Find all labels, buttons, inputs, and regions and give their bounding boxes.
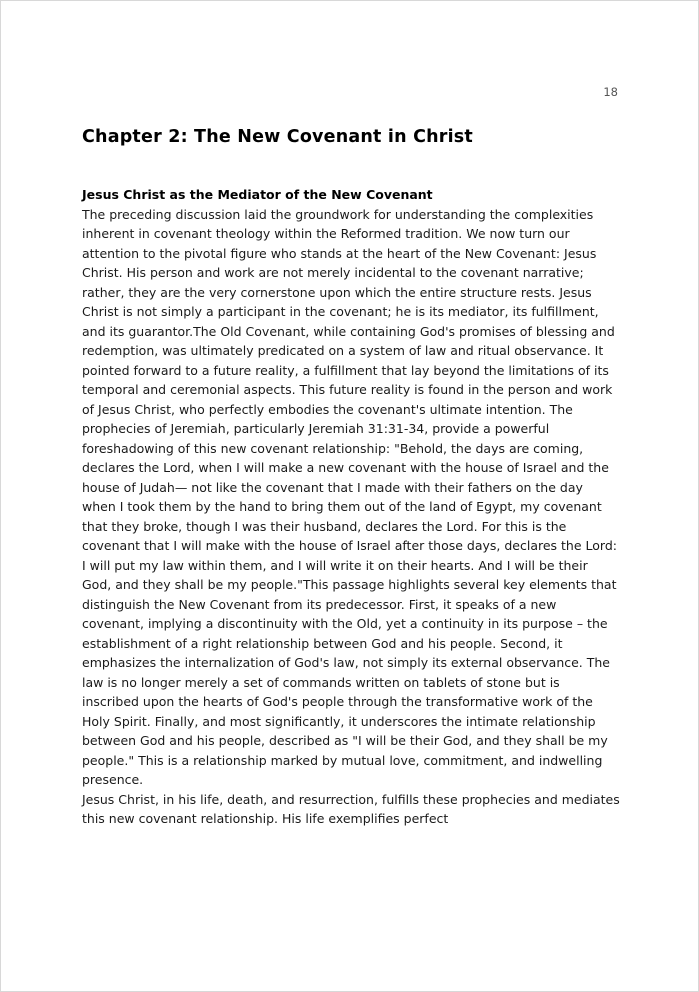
paragraph: Jesus Christ, in his life, death, and resurrection, fulfills these prophecies and mediates this new covenant relationship. His life exemplifies perfect: [82, 791, 620, 826]
section-heading: Jesus Christ as the Mediator of the New Covenant: [82, 187, 433, 202]
page-content: [82, 127, 620, 829]
body-text: [82, 205, 620, 829]
page-number: 18: [603, 85, 618, 99]
chapter-heading: Chapter 2: The New Covenant in Christ: [82, 127, 473, 147]
paragraph: The preceding discussion laid the groundwork for understanding the complexities inherent in covenant theology within the Reformed tradition. We now turn our attention to the pivotal figure who stands at the heart of the New Covenant: Jesus Christ. His person and work are not merely incidental to the covenant narrative; rather, they are the very cornerstone upon which the entire structure rests. Jesus Christ is not simply a participant in the covenant; he is its mediator, its fulfillment, and its guarantor.The Old Covenant, while containing God's promises of blessing and redemption, was ultimately predicated on a system of law and ritual observance. It pointed forward to a future reality, a fulfillment that lay beyond the limitations of its temporal and ceremonial aspects. This future reality is found in the person and work of Jesus Christ, who perfectly embodies the covenant's ultimate intention. The prophecies of Jeremiah, particularly Jeremiah 31:31-34, provide a powerful foreshadowing of this new covenant relationship: "Behold, the days are coming, declares the Lord, when I will make a new covenant with the house of Israel and the house of Judah— not like the covenant that I made with their fathers on the day when I took them by the hand to bring them out of the land of Egypt, my covenant that they broke, though I was their husband, declares the Lord. For this is the covenant that I will make with the house of Israel after those days, declares the Lord: I will put my law within them, and I will write it on their hearts. And I will be their God, and they shall be my people."This passage highlights several key elements that distinguish the New Covenant from its predecessor. First, it speaks of a new covenant, implying a discontinuity with the Old, yet a continuity in its purpose – the establishment of a right relationship between God and his people. Second, it emphasizes the internalization of God's law, not simply its external observance. The law is no longer merely a set of commands written on tablets of stone but is inscribed upon the hearts of God's people through the transformative work of the Holy Spirit. Finally, and most significantly, it underscores the intimate relationship between God and his people, described as "I will be their God, and they shall be my people." This is a relationship marked by mutual love, commitment, and indwelling presence.: [82, 206, 617, 787]
